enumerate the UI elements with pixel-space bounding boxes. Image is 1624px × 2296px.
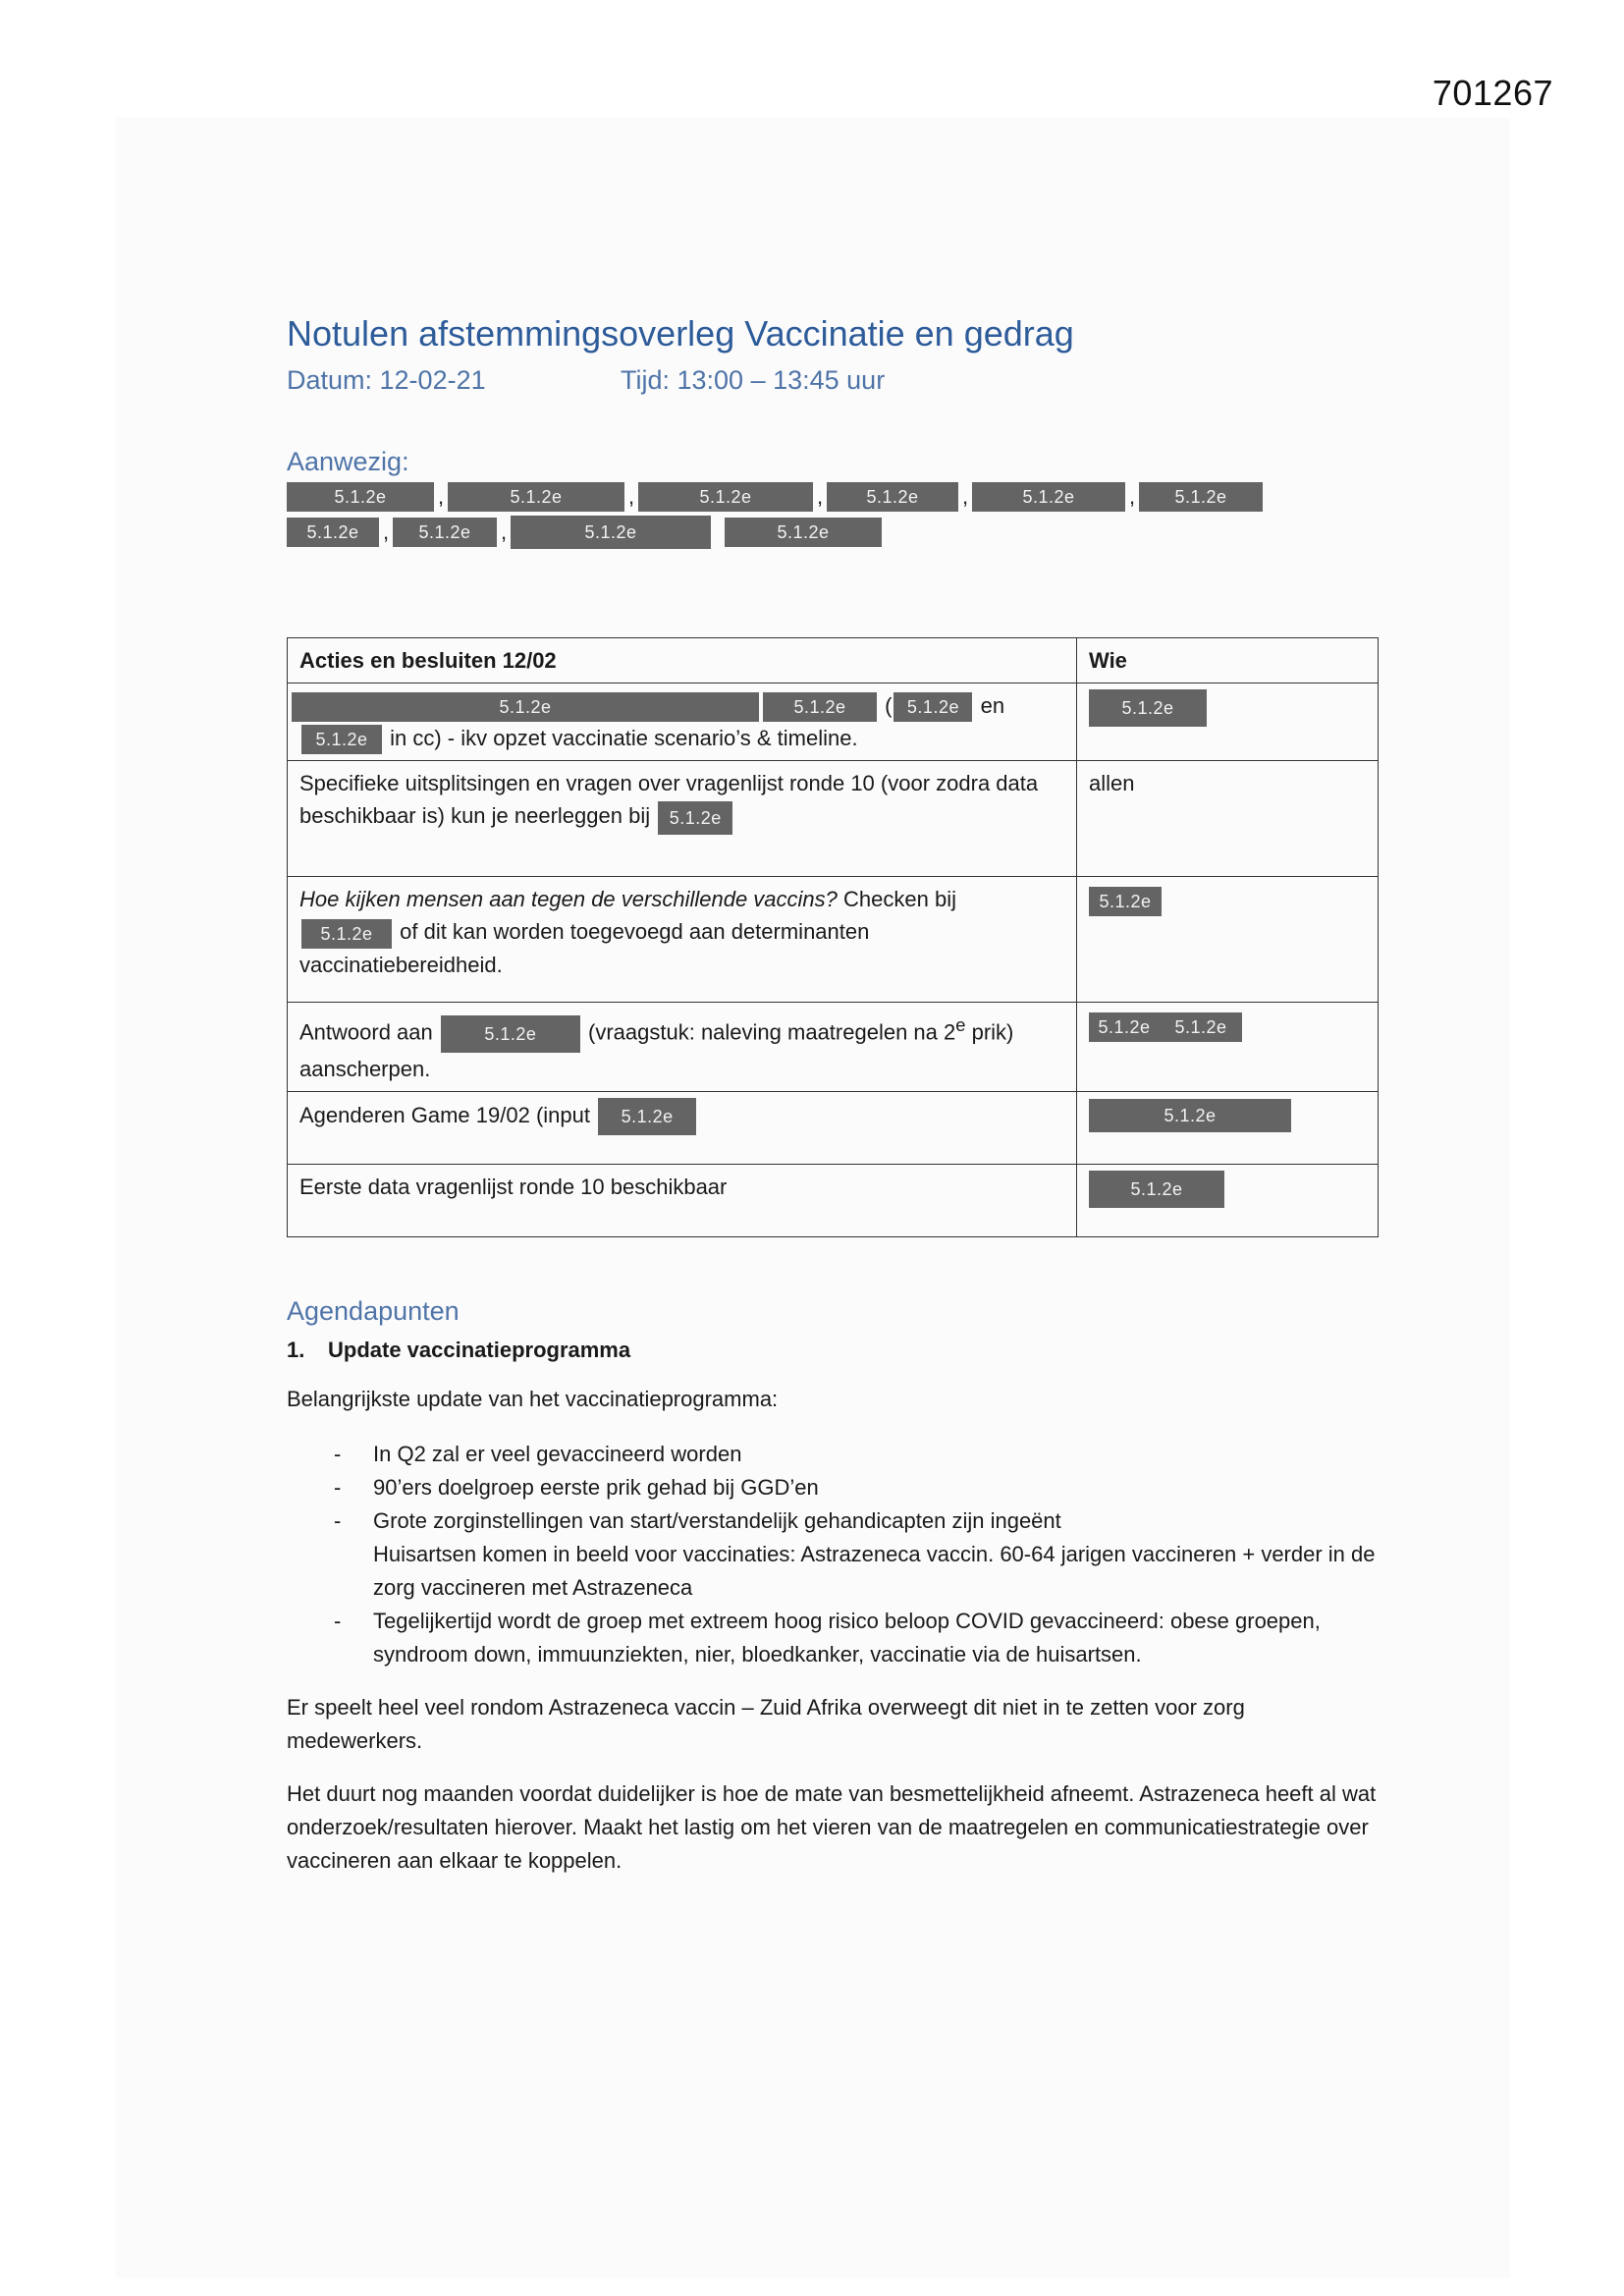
attendee-separator: , — [816, 484, 824, 509]
attendee-separator: , — [627, 484, 635, 509]
redaction-box: 5.1.2e — [292, 692, 759, 722]
table-cell-action: Specifieke uitsplitsingen en vragen over vragenlijst ronde 10 (voor zodra data beschikbaar is) kun je neerleggen bij 5.1.2e — [288, 761, 1077, 877]
meeting-date: Datum: 12-02-21 — [287, 365, 486, 395]
table-cell-action: 5.1.2e 5.1.2e ( 5.1.2e en 5.1.2e in cc) - ikv opzet vaccinatie scenario’s & timeline. — [288, 683, 1077, 761]
table-cell-wie: allen — [1077, 761, 1379, 877]
redaction-box: 5.1.2e — [638, 482, 813, 512]
table-header-actions: Acties en besluiten 12/02 — [288, 638, 1077, 683]
list-item: Huisartsen komen in beeld voor vaccinaties: Astrazeneca vaccin. 60-64 jarigen vaccineren + verder in de zorg vaccineren met Astrazeneca — [373, 1541, 1376, 1600]
table-cell-action: Agenderen Game 19/02 (input 5.1.2e — [288, 1091, 1077, 1164]
table-cell-action: Antwoord aan 5.1.2e (vraagstuk: naleving maatregelen na 2e prik) aanscherpen. — [288, 1003, 1077, 1092]
redaction-box: 5.1.2e — [1089, 1099, 1291, 1132]
attendee-separator: , — [961, 484, 969, 509]
redaction-box: 5.1.2e — [511, 516, 711, 549]
attendee-separator: , — [1128, 484, 1136, 509]
redaction-box: 5.1.2e — [1089, 1012, 1160, 1042]
table-row — [288, 761, 1379, 877]
table-cell-wie — [1077, 1164, 1379, 1236]
redaction-box: 5.1.2e — [448, 482, 624, 512]
table-cell-action: Eerste data vragenlijst ronde 10 beschikbaar — [288, 1164, 1077, 1236]
list-item: - Tegelijkertijd wordt de groep met extreem hoog risico beloop COVID gevaccineerd: obese groepen, syndroom down, immuunziekten, nier, bloedkanker, vaccinatie via de huisartsen. — [334, 1608, 1321, 1667]
paragraph: Het duurt nog maanden voordat duidelijker is hoe de mate van besmettelijkheid afneemt. Astrazeneca heeft al wat onderzoek/resultaten hierover. Maakt het lastig om het vieren van de maatregelen en communicatiestrategie over vaccineren aan elkaar te koppelen. — [287, 1780, 1377, 1873]
meeting-time: Tijd: 13:00 – 13:45 uur — [621, 365, 886, 395]
table-row — [288, 877, 1379, 1003]
redaction-box: 5.1.2e — [1089, 1171, 1224, 1208]
table-cell-action: Hoe kijken mensen aan tegen de verschillende vaccins? Checken bij 5.1.2e of dit kan worden toegevoegd aan determinanten vaccinatiebereidheid. — [288, 877, 1077, 1003]
update-bullet-list — [287, 1438, 1379, 1671]
attendee-separator: , — [500, 519, 508, 544]
redaction-box: 5.1.2e — [301, 725, 382, 754]
attendees-row-2 — [287, 516, 1379, 549]
paragraph: Er speelt heel veel rondom Astrazeneca vaccin – Zuid Afrika overweegt dit niet in te zetten voor zorg medewerkers. — [287, 1694, 1245, 1753]
list-item: - 90’ers doelgroep eerste prik gehad bij GGD’en — [334, 1474, 819, 1500]
table-cell-wie — [1077, 683, 1379, 761]
agenda-item-title: Update vaccinatieprogramma — [328, 1337, 631, 1362]
table-cell-wie — [1077, 877, 1379, 1003]
agenda-item-number: 1. — [287, 1337, 305, 1362]
list-item: - In Q2 zal er veel gevaccineerd worden — [334, 1441, 742, 1466]
attendee-separator: , — [437, 484, 445, 509]
redaction-box: 5.1.2e — [1089, 887, 1162, 916]
table-cell-wie — [1077, 1003, 1379, 1092]
redaction-box: 5.1.2e — [1089, 689, 1207, 727]
redaction-box: 5.1.2e — [1139, 482, 1263, 512]
table-row — [288, 1091, 1379, 1164]
table-header-wie: Wie — [1077, 638, 1379, 683]
list-item: - Grote zorginstellingen van start/verstandelijk gehandicapten zijn ingeënt — [334, 1507, 1061, 1533]
redaction-box: 5.1.2e — [393, 518, 497, 547]
redaction-box: 5.1.2e — [725, 518, 882, 547]
redaction-box: 5.1.2e — [441, 1015, 580, 1053]
table-row — [288, 1164, 1379, 1236]
redaction-box: 5.1.2e — [658, 801, 732, 835]
document-content — [287, 312, 1379, 1878]
table-cell-wie — [1077, 1091, 1379, 1164]
page-title: Notulen afstemmingsoverleg Vaccinatie en gedrag — [287, 313, 1074, 354]
attendees-label: Aanwezig: — [287, 447, 409, 476]
redaction-box: 5.1.2e — [972, 482, 1125, 512]
redaction-box: 5.1.2e — [598, 1098, 696, 1135]
actions-table — [287, 637, 1379, 1237]
document-number: 701267 — [1432, 73, 1553, 113]
table-row — [288, 683, 1379, 761]
redaction-box: 5.1.2e — [1160, 1012, 1242, 1042]
redaction-box: 5.1.2e — [287, 518, 379, 547]
agenda-item-heading — [287, 1338, 1379, 1363]
intro-paragraph: Belangrijkste update van het vaccinatieprogramma: — [287, 1386, 779, 1411]
attendees-row-1 — [287, 480, 1379, 514]
table-row — [288, 1003, 1379, 1092]
redaction-box: 5.1.2e — [827, 482, 958, 512]
redaction-box: 5.1.2e — [893, 692, 972, 722]
meeting-meta — [287, 365, 1379, 396]
redaction-box: 5.1.2e — [287, 482, 434, 512]
redaction-box: 5.1.2e — [301, 919, 392, 949]
agenda-heading: Agendapunten — [287, 1295, 460, 1326]
redaction-box: 5.1.2e — [763, 692, 877, 722]
attendee-separator: , — [382, 519, 390, 544]
table-header-row — [288, 638, 1379, 683]
